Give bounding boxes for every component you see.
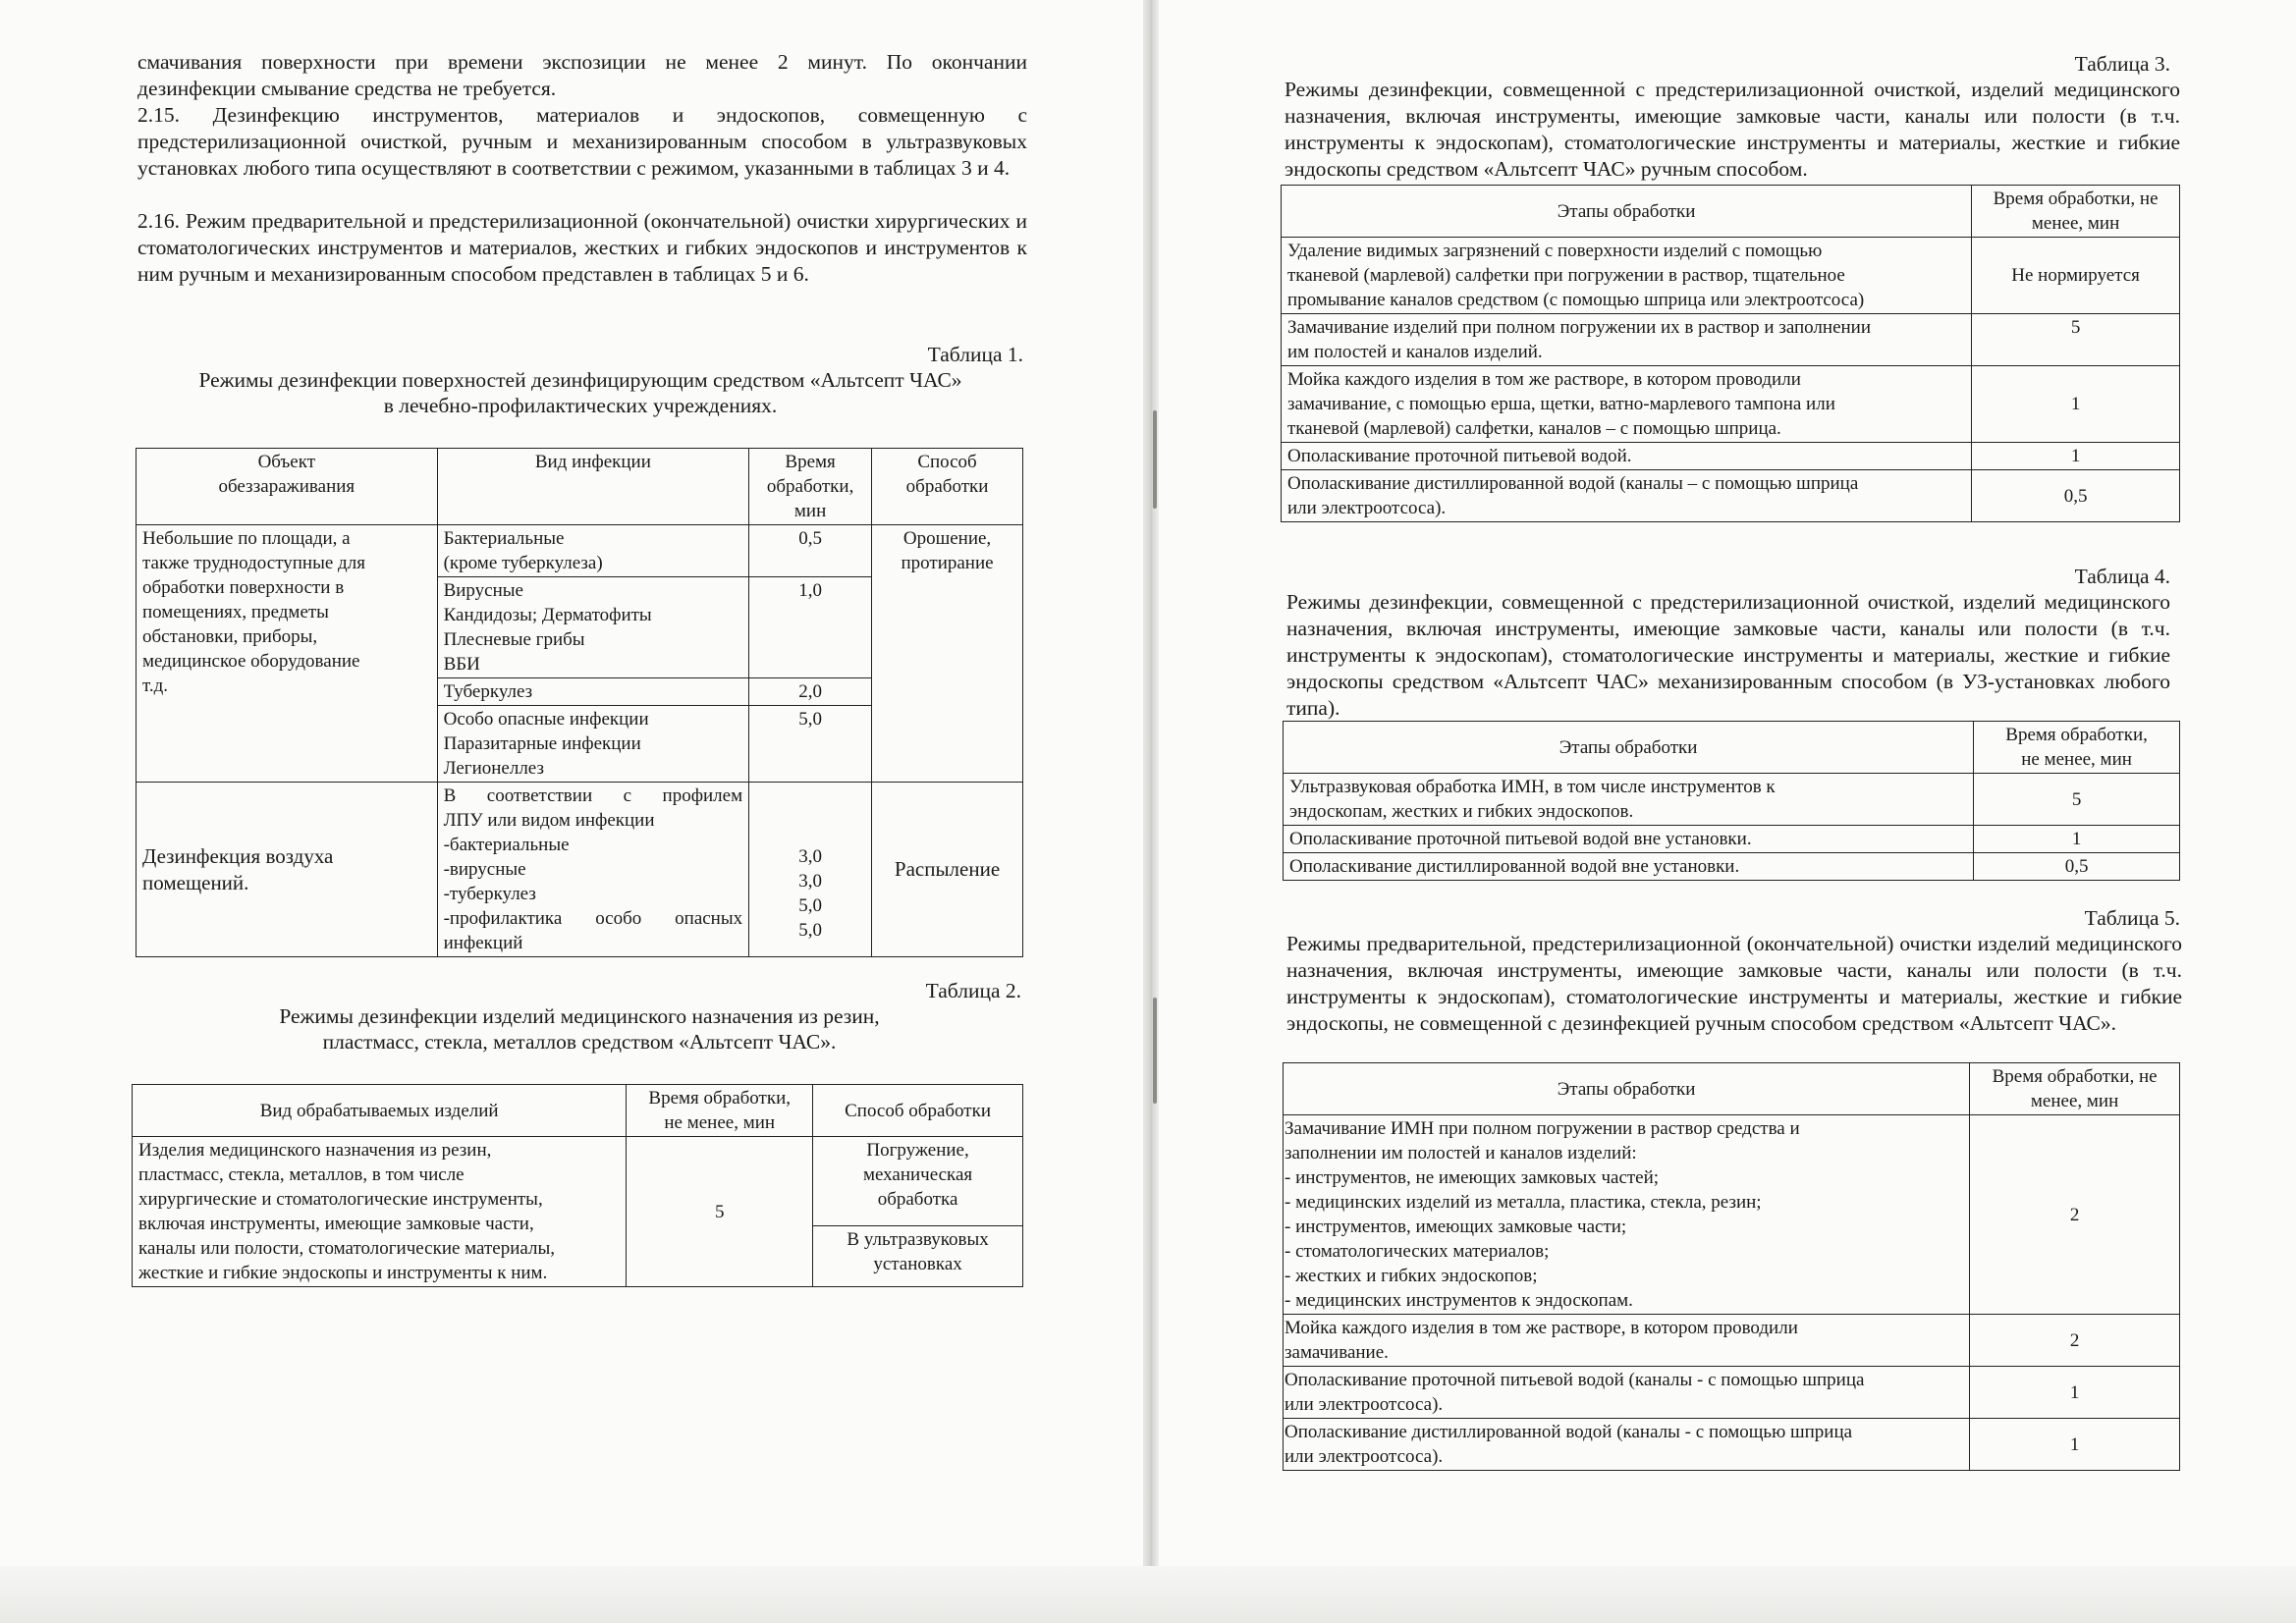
cell-line: Изделия медицинского назначения из резин,	[138, 1140, 492, 1161]
table-1-header-object	[137, 449, 438, 525]
cell-line: тканевой (марлевой) салфетки, каналов – с помощью шприца.	[1287, 418, 1781, 439]
cell-line: им полостей и каналов изделий.	[1287, 342, 1543, 362]
table-3-time: 0,5	[1972, 470, 2180, 522]
table-2	[132, 1084, 1023, 1287]
paragraph-2-16: 2.16. Режим предварительной и предстерилизационной (окончательной) очистки хирургических и стоматологических инструментов и материалов, жестких и гибких эндоскопов и инструментов к ним ручным и механизированным способом представлен в таблицах 5 и 6.	[137, 209, 1027, 286]
cell-line: Бактериальные	[443, 528, 565, 549]
header-text: Время обработки,	[648, 1088, 792, 1109]
cell-line: или электроотсоса).	[1287, 498, 1447, 518]
table-1-time: 0,5	[749, 525, 872, 577]
cell-line: инфекций	[443, 933, 523, 953]
table-2-time: 5	[627, 1137, 813, 1287]
cell-line: - жестких и гибких эндоскопов;	[1285, 1266, 1538, 1286]
table-1-time: 1,0	[749, 577, 872, 678]
table-5-time: 1	[1970, 1367, 2180, 1419]
table-5-stage	[1284, 1315, 1970, 1367]
cell-line: Замачивание ИМН при полном погружении в раствор средства и	[1285, 1118, 1800, 1139]
cell-line: помещений.	[142, 870, 249, 894]
intro-paragraph	[137, 49, 1027, 102]
cell-line: Удаление видимых загрязнений с поверхности изделий с помощью	[1287, 241, 1823, 261]
table-5-label: Таблица 5.	[2084, 906, 2180, 930]
table-3-stage: Ополаскивание проточной питьевой водой.	[1282, 443, 1972, 470]
table-5-header-stage: Этапы обработки	[1284, 1063, 1970, 1115]
table-1-infection-air	[437, 783, 749, 957]
binding-staple-mark	[1153, 998, 1157, 1104]
cell-line: Погружение,	[866, 1140, 969, 1161]
cell-line: Мойка каждого изделия в том же растворе, в котором проводили	[1287, 369, 1801, 390]
cell-line: - инструментов, имеющих замковые части;	[1285, 1217, 1627, 1237]
cell-line: или электроотсоса).	[1285, 1446, 1444, 1467]
cell-line: Мойка каждого изделия в том же растворе, в котором проводили	[1285, 1318, 1798, 1338]
binding-staple-mark	[1153, 410, 1157, 509]
table-4-header-stage: Этапы обработки	[1284, 722, 1974, 774]
cell-line: Паразитарные инфекции	[443, 733, 641, 754]
table-3-time: 1	[1972, 443, 2180, 470]
table-3-title: Режимы дезинфекции, совмещенной с предстерилизационной очисткой, изделий медицинского назначения, включая инструменты, имеющие замковые части, каналы или полости (в т.ч. инструменты к эндоскопам), стоматологические инструменты и материалы, жесткие и гибкие эндоскопы средством «Альтсепт ЧАС» ручным способом.	[1285, 78, 2180, 181]
table-4-stage	[1284, 774, 1974, 826]
table-1-title: Режимы дезинфекции поверхностей дезинфицирующим средством «Альтсепт ЧАС»	[198, 368, 962, 392]
header-text: Время обработки, не	[1993, 189, 2159, 209]
table-1-infection-viral	[437, 577, 749, 678]
table-1-label: Таблица 1.	[927, 343, 1023, 366]
table-3	[1281, 185, 2180, 522]
cell-line: или электроотсоса).	[1285, 1394, 1444, 1415]
table-3-stage	[1282, 366, 1972, 443]
cell-line: - медицинских изделий из металла, пластика, стекла, резин;	[1285, 1192, 1762, 1213]
table-3-stage	[1282, 470, 1972, 522]
cell-line: ЛПУ или видом инфекции	[443, 810, 655, 831]
cell-line: -бактериальные	[443, 835, 570, 855]
table-4-time: 5	[1974, 774, 2180, 826]
table-1-object-surfaces	[137, 525, 438, 783]
table-4	[1283, 721, 2180, 881]
cell-line: ВБИ	[443, 654, 480, 675]
cell-line: 3,0	[798, 846, 822, 867]
table-1-infection-bacterial	[437, 525, 749, 577]
cell-line: хирургические и стоматологические инструменты,	[138, 1189, 543, 1210]
table-3-header-stage: Этапы обработки	[1282, 186, 1972, 238]
header-text: обработки	[905, 476, 989, 497]
table-1-method-spraying: Распыление	[872, 783, 1023, 957]
table-5-time: 2	[1970, 1115, 2180, 1315]
cell-line: Плесневые грибы	[443, 629, 585, 650]
intro-line: смачивания поверхности при времени экспозиции не менее 2 минут. По окончании	[137, 50, 1027, 74]
header-text: менее, мин	[2031, 213, 2120, 234]
table-5-time: 2	[1970, 1315, 2180, 1367]
table-2-title-line2: пластмасс, стекла, металлов средством «Альтсепт ЧАС».	[322, 1030, 837, 1054]
cell-line: (кроме туберкулеза)	[443, 553, 603, 573]
table-3-stage	[1282, 238, 1972, 314]
cell-line: т.д.	[142, 676, 169, 696]
cell-line: Ополаскивание дистиллированной водой (каналы - с помощью шприца	[1285, 1422, 1853, 1442]
header-text: обеззараживания	[218, 476, 355, 497]
cell-line: механическая	[862, 1164, 973, 1185]
table-1-time: 2,0	[749, 678, 872, 706]
table-1-header-infection: Вид инфекции	[437, 449, 749, 525]
table-2-header-time	[627, 1085, 813, 1137]
table-4-time: 1	[1974, 826, 2180, 853]
cell-line: пластмасс, стекла, металлов, в том числе	[138, 1164, 465, 1185]
table-1-infection-tuberculosis: Туберкулез	[437, 678, 749, 706]
cell-line: обработка	[877, 1189, 958, 1210]
cell-line: обработки поверхности в	[142, 577, 345, 598]
cell-line: эндоскопам, жестких и гибких эндоскопов.	[1289, 801, 1634, 822]
cell-line: Кандидозы; Дерматофиты	[443, 605, 652, 625]
cell-line: 5,0	[798, 895, 822, 916]
cell-line: также труднодоступные для	[142, 553, 365, 573]
intro-line: дезинфекции смывание средства не требуется.	[137, 77, 557, 100]
table-2-kind	[133, 1137, 627, 1287]
table-5-stage	[1284, 1419, 1970, 1471]
table-3-label: Таблица 3.	[2074, 52, 2170, 76]
table-1-object-air	[137, 783, 438, 957]
table-2-label: Таблица 2.	[925, 979, 1021, 1002]
table-3-time: Не нормируется	[1972, 238, 2180, 314]
cell-line: Ополаскивание дистиллированной водой (каналы – с помощью шприца	[1287, 473, 1859, 494]
cell-line: - инструментов, не имеющих замковых частей;	[1285, 1167, 1660, 1188]
cell-line: Особо опасные инфекции	[443, 709, 649, 730]
cell-line: В соответствии с профилем	[443, 785, 743, 806]
cell-line: замачивание.	[1285, 1342, 1389, 1363]
table-1-header-time	[749, 449, 872, 525]
cell-line: Ополаскивание проточной питьевой водой (каналы - с помощью шприца	[1285, 1370, 1865, 1390]
cell-line: замачивание, с помощью ерша, щетки, ватно-марлевого тампона или	[1287, 394, 1835, 414]
cell-line: медицинское оборудование	[142, 651, 360, 672]
table-1	[136, 448, 1023, 957]
table-5-time: 1	[1970, 1419, 2180, 1471]
paragraph-2-15: 2.15. Дезинфекцию инструментов, материалов и эндоскопов, совмещенную с предстерилизационной очисткой, ручным и механизированным способом в ультразвуковых установках любого типа осуществляют в соответствии с режимом, указанными в таблицах 3 и 4.	[137, 103, 1027, 180]
cell-line: - стоматологических материалов;	[1285, 1241, 1550, 1262]
table-1-method-spray-wipe	[872, 525, 1023, 783]
header-text: Время обработки,	[2005, 725, 2148, 745]
table-4-time: 0,5	[1974, 853, 2180, 881]
header-text: мин	[793, 501, 827, 521]
table-2-header-method: Способ обработки	[813, 1085, 1023, 1137]
cell-line: -профилактика особо опасных	[443, 908, 743, 929]
cell-line: Вирусные	[443, 580, 523, 601]
table-2-title: Режимы дезинфекции изделий медицинского назначения из резин,	[279, 1004, 880, 1028]
table-1-header-method	[872, 449, 1023, 525]
cell-line: 3,0	[798, 871, 822, 892]
table-1-time: 5,0	[749, 706, 872, 783]
table-4-header-time	[1974, 722, 2180, 774]
table-5-header-time	[1970, 1063, 2180, 1115]
cell-line: тканевой (марлевой) салфетки при погружении в раствор, тщательное	[1287, 265, 1845, 286]
table-1-time-air	[749, 783, 872, 957]
table-1-title-line2: в лечебно-профилактических учреждениях.	[383, 394, 778, 417]
table-2-method-ultrasound	[813, 1226, 1023, 1287]
cell-line: Ультразвуковая обработка ИМН, в том числе инструментов к	[1289, 777, 1776, 797]
table-4-title: Режимы дезинфекции, совмещенной с предстерилизационной очисткой, изделий медицинского назначения, включая инструменты, имеющие замковые части, каналы или полости (в т.ч. инструменты к эндоскопам), стоматологические инструменты и материалы, жесткие и гибкие эндоскопы средством «Альтсепт ЧАС» механизированным способом (в УЗ-установках любого типа).	[1286, 590, 2170, 720]
header-text: обработки,	[766, 476, 854, 497]
header-text: не менее, мин	[2021, 749, 2132, 770]
cell-line: помещениях, предметы	[142, 602, 329, 622]
table-2-method-immersion	[813, 1137, 1023, 1226]
header-text: менее, мин	[2030, 1091, 2119, 1111]
table-1-infection-dangerous	[437, 706, 749, 783]
scan-bottom-shadow	[0, 1566, 2296, 1623]
cell-line: -туберкулез	[443, 884, 536, 904]
cell-line: каналы или полости, стоматологические материалы,	[138, 1238, 556, 1259]
cell-line: -вирусные	[443, 859, 526, 880]
cell-line: Орошение,	[902, 528, 992, 549]
table-4-stage: Ополаскивание дистиллированной водой вне установки.	[1284, 853, 1974, 881]
header-text: Способ	[917, 452, 977, 472]
table-3-stage	[1282, 314, 1972, 366]
cell-line: 5,0	[798, 920, 822, 941]
table-5	[1283, 1062, 2180, 1471]
cell-line: промывание каналов средством (с помощью шприца или электроотсоса)	[1287, 290, 1865, 310]
cell-line: Легионеллез	[443, 758, 544, 779]
header-text: Время	[785, 452, 836, 472]
table-4-label: Таблица 4.	[2074, 565, 2170, 588]
cell-line: - медицинских инструментов к эндоскопам.	[1285, 1290, 1633, 1311]
header-text: Объект	[257, 452, 316, 472]
table-5-stage	[1284, 1115, 1970, 1315]
cell-line: установках	[873, 1254, 962, 1275]
table-2-header-kind: Вид обрабатываемых изделий	[133, 1085, 627, 1137]
header-text: Время обработки, не	[1992, 1066, 2158, 1087]
table-3-header-time	[1972, 186, 2180, 238]
cell-line: В ультразвуковых	[847, 1229, 989, 1251]
table-5-title: Режимы предварительной, предстерилизационной (окончательной) очистки изделий медицинского назначения, включая инструменты, имеющие замковые части, каналы или полости (в т.ч. инструменты к эндоскопам), стоматологические инструменты и материалы, жесткие и гибкие эндоскопы, не совмещенной с дезинфекцией ручным способом средством «Альтсепт ЧАС».	[1286, 932, 2182, 1035]
table-3-time: 1	[1972, 366, 2180, 443]
table-5-stage	[1284, 1367, 1970, 1419]
header-text: не менее, мин	[664, 1112, 776, 1133]
cell-line: протирание	[901, 553, 994, 573]
table-4-stage: Ополаскивание проточной питьевой водой вне установки.	[1284, 826, 1974, 853]
cell-line: Небольшие по площади, а	[142, 528, 351, 549]
book-gutter	[1143, 0, 1159, 1623]
cell-line: обстановки, приборы,	[142, 626, 318, 647]
cell-line: жесткие и гибкие эндоскопы и инструменты к ним.	[138, 1263, 548, 1283]
cell-line: заполнении им полостей и каналов изделий:	[1285, 1143, 1637, 1163]
cell-line: Замачивание изделий при полном погружении их в раствор и заполнении	[1287, 317, 1872, 338]
table-3-time: 5	[1972, 314, 2180, 366]
cell-line: включая инструменты, имеющие замковые части,	[138, 1214, 534, 1234]
cell-line: Дезинфекция воздуха	[142, 843, 334, 868]
